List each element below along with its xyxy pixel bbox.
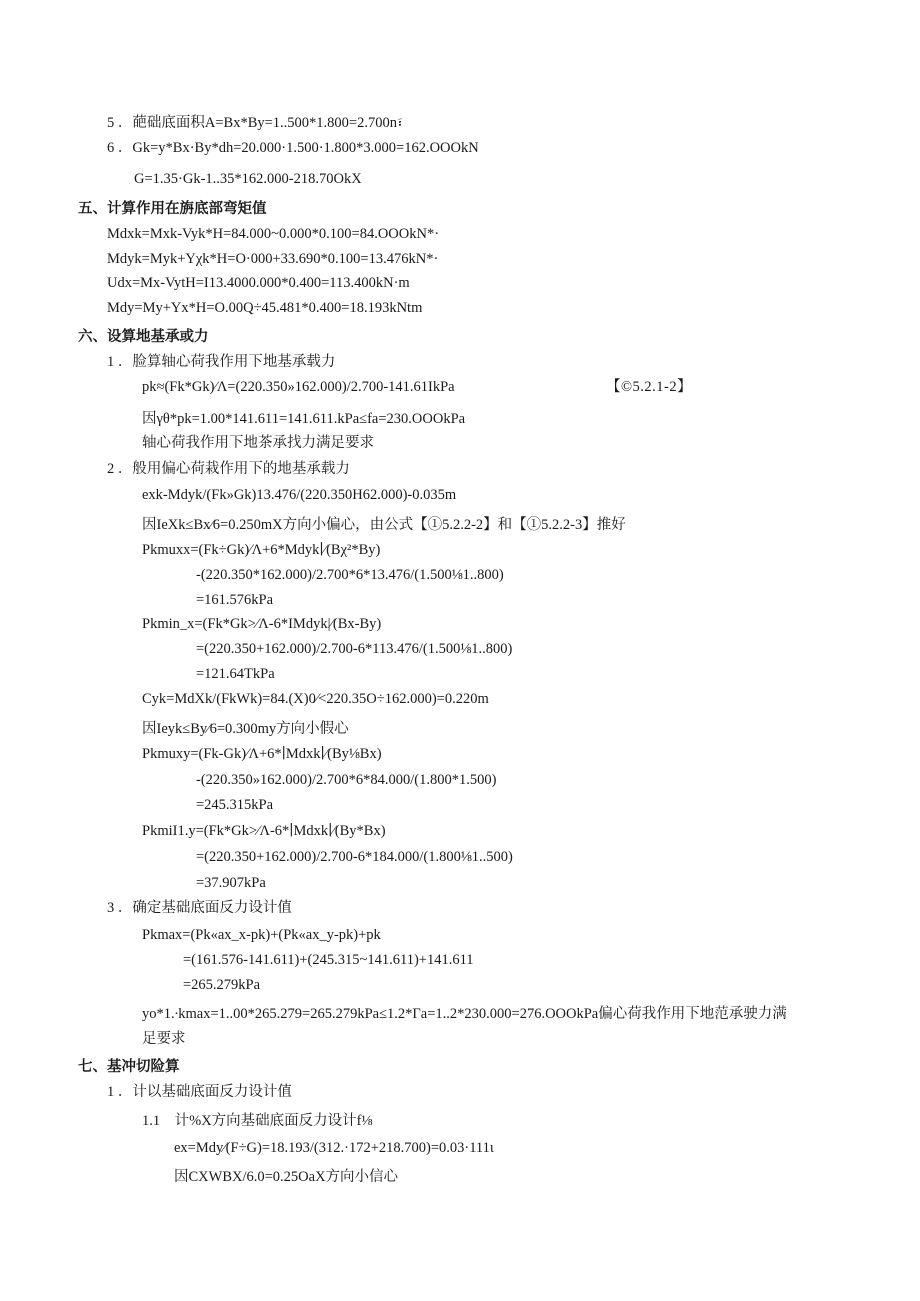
pkmax-y-result: =245.315kPa — [196, 797, 274, 813]
x-small-eccentric-note-2: 因CXWBX/6.0=0.25OaX方向小信心 — [174, 1169, 399, 1185]
pkmax-y-formula: Pkmuxy=(Fk-Gk)∕Λ+6*∣Mdxk∣∕(By⅛Bx) — [142, 746, 382, 762]
eccentricity-ex: ex=Mdy∕(F÷G)=18.193/(312.·172+218.700)=0.03·111ι — [174, 1140, 494, 1156]
pkmax-combined-substitution: =(161.576-141.611)+(245.315~141.611)+141.611 — [183, 952, 474, 968]
pkmax-x-formula: Pkmuxx=(Fk÷Gk)∕Λ+6*Mdyk∣∕(Bχ²*By) — [142, 542, 381, 558]
pkmin-y-substitution: =(220.350+162.000)/2.700-6*184.000/(1.800⅛1..500) — [196, 849, 513, 865]
section-7-heading: 七、基冲切险算 — [78, 1059, 180, 1075]
sub-6-2-title: 2 ．般用偏心荷栽作用下的地基承载力 — [107, 461, 350, 477]
moment-mdyk: Mdyk=Myk+Yχk*H=O·000+33.690*0.100=13.476kN*· — [107, 251, 439, 267]
item-6-self-weight: 6 ．Gk=y*Bx·By*dh=20.000·1.500·1.800*3.000=162.OOOkN — [107, 140, 479, 156]
pkmax-combined-result: =265.279kPa — [183, 977, 261, 993]
design-gravity-line: G=1.35·Gk-1..35*162.000-218.70OkX — [134, 171, 362, 187]
sub-6-1-title: 1 ．脸算轴心荷我作用下地基承载力 — [107, 354, 336, 370]
axial-conclusion: 轴心荷我作用下地茶承找力满足要求 — [142, 435, 374, 451]
sub-6-3-title: 3 ．确定基础底面反力设计值 — [107, 900, 292, 916]
moment-mdx: Udx=Mx-VytH=I13.4000.000*0.400=113.400kN·m — [107, 275, 410, 291]
code-reference: 【©5.2.1-2】 — [606, 379, 693, 395]
eccentric-check: yo*1.∙kmax=1..00*265.279=265.279kPa≤1.2*Γa=1..2*230.000=276.OOOkPa偏心荷我作用下地范承驶力满 — [142, 1006, 787, 1022]
pkmax-x-result: =161.576kPa — [196, 592, 274, 608]
pkmax-x-substitution: -(220.350*162.000)/2.700*6*13.476/(1.500⅛1..800) — [196, 567, 504, 583]
sub-7-1-title: 1 ．计以基础底面反力设计值 — [107, 1084, 292, 1100]
x-small-eccentric-note: 因IeXk≤Bx∕6=0.250mX方向小偏心，由公式【①5.2.2-2】和【①5.2.2-3】推好 — [142, 517, 626, 533]
section-5-heading: 五、计算作用在旃底部弯矩值 — [78, 201, 267, 217]
eccentricity-x: exk-Mdyk/(Fk»Gk)13.476/(220.350H62.000)-0.035m — [142, 487, 457, 503]
y-small-eccentric-note: 因Ieyk≤By∕6=0.300my方向小假心 — [142, 721, 349, 737]
pkmin-y-formula: PkmiI1.y=(Fk*Gk>∕Λ-6*∣Mdxk∣∕(By*Bx) — [142, 823, 386, 839]
pkmax-y-substitution: -(220.350»162.000)/2.700*6*84.000/(1.800*1.500) — [196, 772, 497, 788]
axial-pressure-formula: pk≈(Fk*Gk)∕Λ=(220.350»162.000)/2.700-141.61IkPa — [142, 379, 455, 395]
eccentric-check-cont: 足要求 — [142, 1031, 186, 1047]
eccentricity-y: Cyk=MdXk/(FkWk)=84.(X)0∕<220.35O÷162.000)=0.220m — [142, 691, 489, 707]
sub-7-1-1-title: 1.1 计%X方向基础底面反力设计f⅛ — [142, 1113, 373, 1129]
pkmin-x-result: =121.64TkPa — [196, 666, 275, 682]
pkmax-combined-formula: Pkmax=(Pk«ax_x-pk)+(Pk«ax_y-pk)+pk — [142, 927, 381, 943]
item-5-base-area: 5 ．葩础底面积A=Bx*By=1..500*1.800=2.700n፣ — [107, 115, 403, 131]
axial-check: 因γθ*pk=1.00*141.611=141.611.kPa≤fa=230.OOOkPa — [142, 411, 466, 427]
pkmin-x-substitution: =(220.350+162.000)/2.700-6*113.476/(1.500⅛1..800) — [196, 641, 513, 657]
pkmin-x-formula: Pkmin_x=(Fk*Gk>∕Λ-6*IMdyk|∕(Bx-By) — [142, 616, 382, 632]
moment-mdxk: Mdxk=Mxk-Vyk*H=84.000~0.000*0.100=84.OOOkN*· — [107, 226, 440, 242]
moment-mdy: Mdy=My+Yx*H=O.00Q÷45.481*0.400=18.193kNtm — [107, 300, 423, 316]
pkmin-y-result: =37.907kPa — [196, 875, 266, 891]
section-6-heading: 六、设算地基承或力 — [78, 329, 209, 345]
